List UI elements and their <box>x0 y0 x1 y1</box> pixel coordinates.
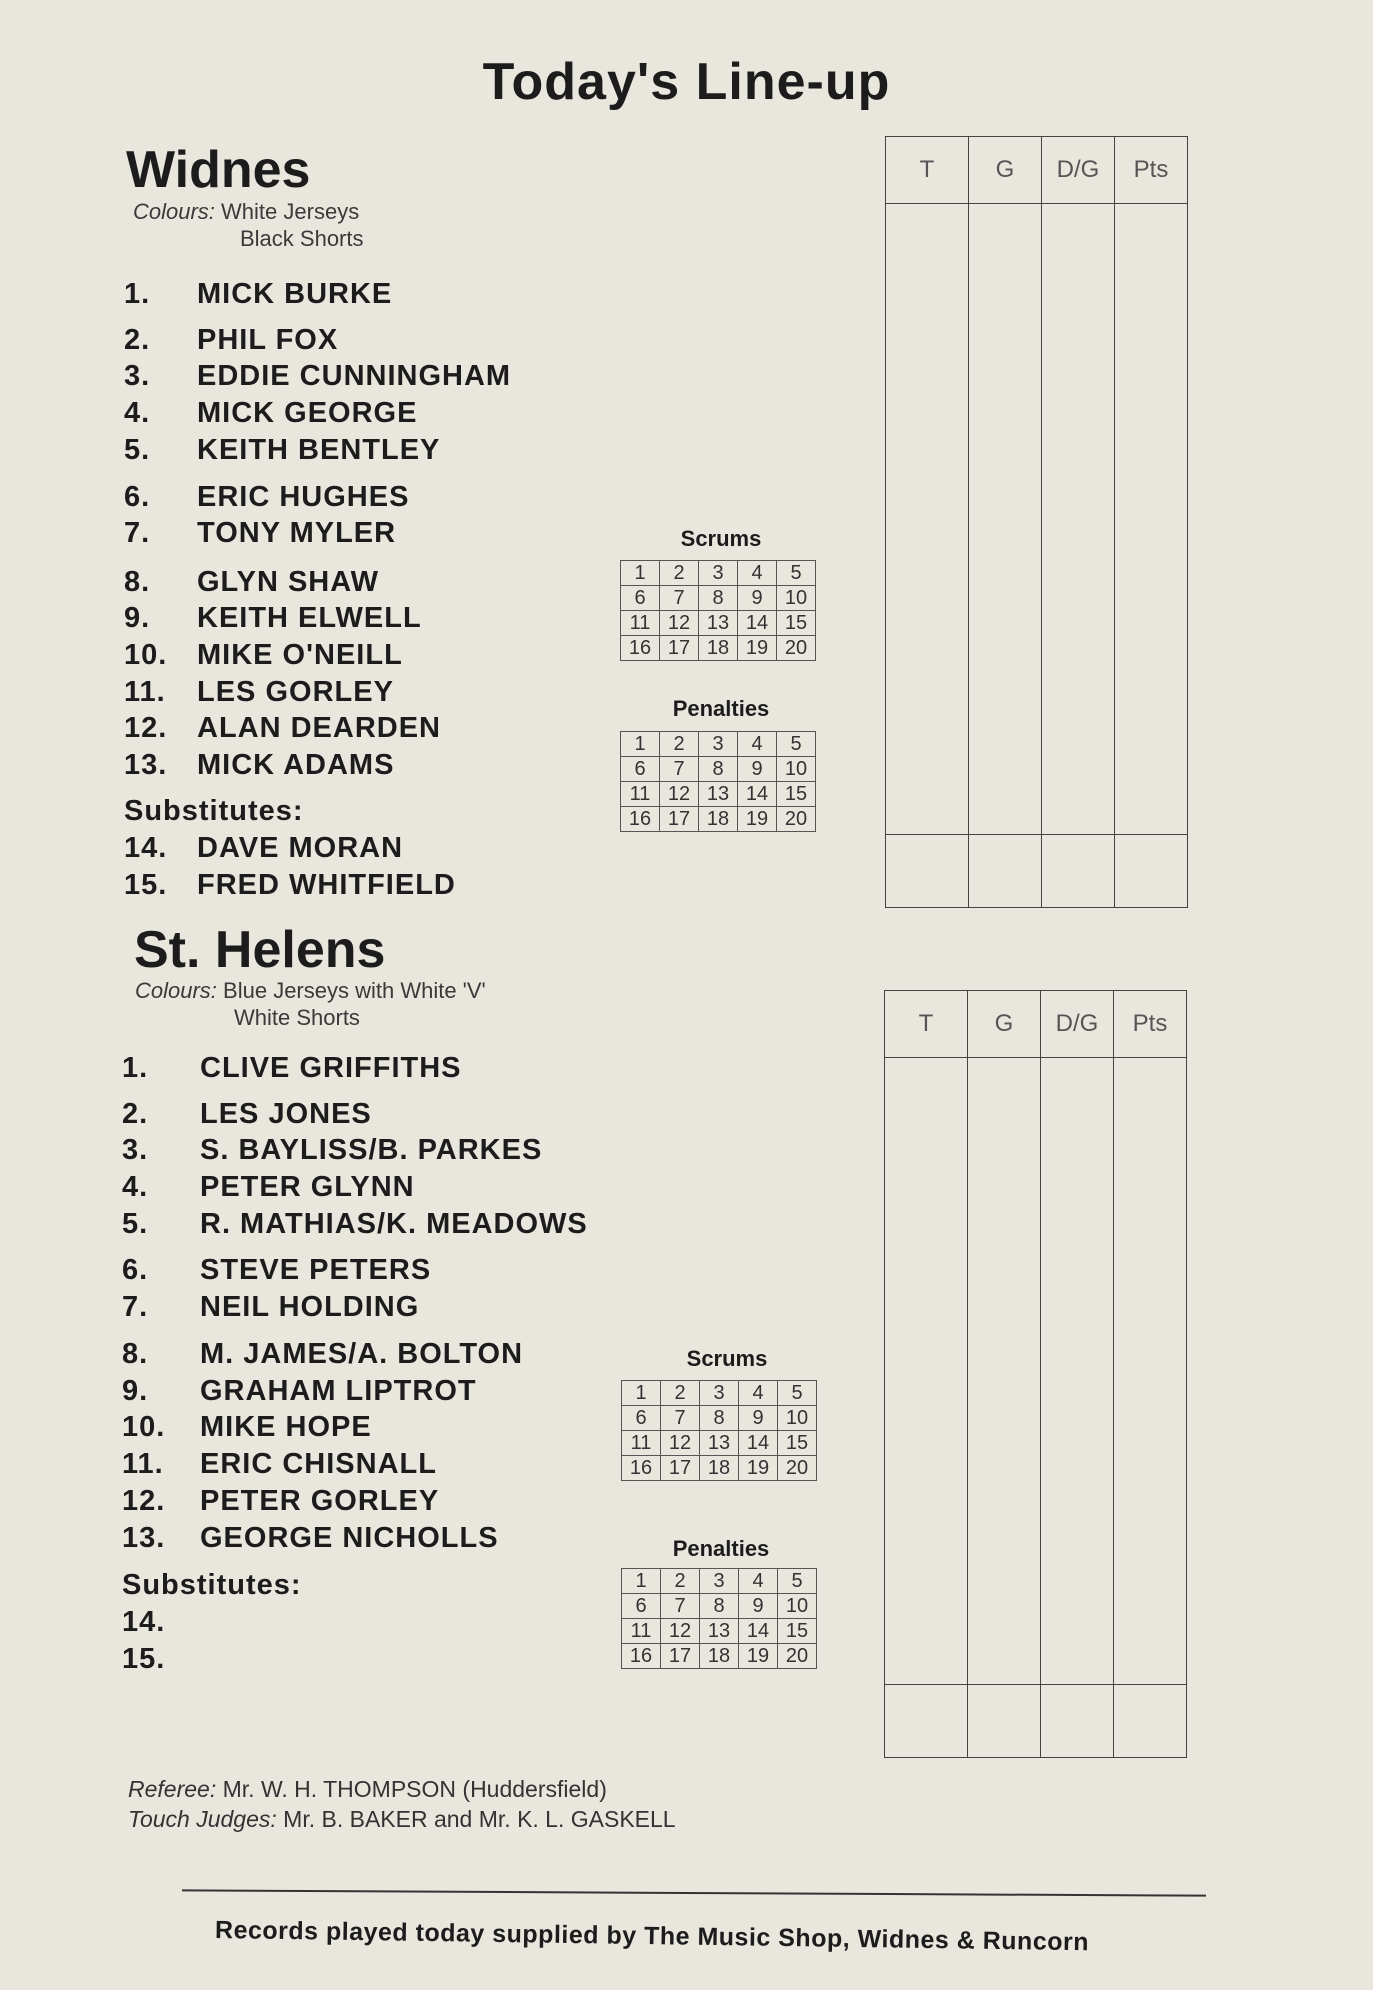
tally-cell: 6 <box>621 757 660 782</box>
tally-row <box>622 1619 817 1644</box>
tally-cell: 19 <box>739 1456 778 1481</box>
tally-cell: 12 <box>660 611 699 636</box>
away-colours <box>135 977 486 1031</box>
player-number: 4. <box>124 397 151 429</box>
player-number: 1. <box>122 1052 149 1084</box>
player-number: 9. <box>122 1375 149 1407</box>
tally-cell: 2 <box>660 561 699 586</box>
score-header: D/G <box>1041 991 1114 1058</box>
player-name: CLIVE GRIFFITHS <box>200 1052 462 1084</box>
tally-cell: 7 <box>660 586 699 611</box>
player-name: GLYN SHAW <box>197 566 379 598</box>
player-number: 3. <box>124 360 151 392</box>
away-penalties-grid <box>621 1568 817 1669</box>
tally-cell: 20 <box>777 807 816 832</box>
tally-cell: 20 <box>777 636 816 661</box>
home-scrums-label: Scrums <box>680 526 762 551</box>
player-name: S. BAYLISS/B. PARKES <box>200 1134 543 1166</box>
tally-cell: 3 <box>699 561 738 586</box>
tally-row <box>621 732 816 757</box>
player-number: 12. <box>124 712 168 744</box>
tally-cell: 3 <box>699 732 738 757</box>
score-cell[interactable] <box>969 204 1042 835</box>
tally-cell: 15 <box>777 782 816 807</box>
tally-cell: 1 <box>621 732 660 757</box>
player-row <box>124 434 441 467</box>
player-name: NEIL HOLDING <box>200 1291 420 1323</box>
score-cell[interactable] <box>886 204 969 835</box>
tally-cell: 4 <box>738 561 777 586</box>
score-cell[interactable] <box>1115 204 1188 835</box>
tally-cell: 2 <box>660 732 699 757</box>
tally-row <box>621 782 816 807</box>
tally-cell: 4 <box>738 732 777 757</box>
player-name: MIKE O'NEILL <box>197 639 403 671</box>
score-header: T <box>886 137 969 204</box>
tally-cell: 11 <box>621 611 660 636</box>
tally-cell: 8 <box>700 1406 739 1431</box>
player-row <box>124 360 512 393</box>
player-name: PETER GLYNN <box>200 1171 415 1203</box>
tally-cell: 6 <box>621 586 660 611</box>
tally-row <box>622 1594 817 1619</box>
tally-cell: 12 <box>661 1619 700 1644</box>
player-row <box>122 1411 372 1444</box>
player-number: 13. <box>124 749 168 781</box>
score-header-row <box>886 137 1188 204</box>
score-header: G <box>969 137 1042 204</box>
score-cell[interactable] <box>969 835 1042 908</box>
tally-cell: 5 <box>777 561 816 586</box>
tally-cell: 15 <box>778 1619 817 1644</box>
touch-judges-line <box>128 1806 676 1833</box>
tally-cell: 5 <box>778 1569 817 1594</box>
player-name: PETER GORLEY <box>200 1485 440 1517</box>
tally-cell: 6 <box>622 1406 661 1431</box>
tally-cell: 9 <box>738 586 777 611</box>
tally-cell: 1 <box>622 1569 661 1594</box>
score-entry-row <box>886 204 1188 835</box>
tally-cell: 8 <box>699 586 738 611</box>
player-name: GRAHAM LIPTROT <box>200 1375 477 1407</box>
home-colours-label: Colours: <box>133 199 215 224</box>
player-row <box>122 1291 420 1324</box>
tally-cell: 15 <box>778 1431 817 1456</box>
player-name: MICK BURKE <box>197 278 393 310</box>
player-row <box>122 1052 462 1085</box>
player-row <box>124 517 397 550</box>
tally-cell: 11 <box>622 1619 661 1644</box>
substitutes-label: Substitutes: <box>124 795 304 827</box>
substitutes-label: Substitutes: <box>122 1569 302 1601</box>
player-row <box>122 1254 432 1287</box>
tally-cell: 2 <box>661 1569 700 1594</box>
player-number: 5. <box>124 434 151 466</box>
player-name: LES GORLEY <box>197 676 394 708</box>
player-number: 11. <box>124 676 166 708</box>
touch-judges-label: Touch Judges: <box>128 1806 277 1832</box>
tally-row <box>621 807 816 832</box>
tally-cell: 10 <box>778 1594 817 1619</box>
player-number: 10. <box>124 639 168 671</box>
player-number: 1. <box>124 278 151 310</box>
score-cell[interactable] <box>1114 1685 1187 1758</box>
score-cell[interactable] <box>968 1685 1041 1758</box>
tally-cell: 20 <box>778 1456 817 1481</box>
player-name: STEVE PETERS <box>200 1254 432 1286</box>
player-name: MIKE HOPE <box>200 1411 372 1443</box>
player-row <box>122 1338 524 1371</box>
player-row <box>124 397 418 430</box>
player-name: TONY MYLER <box>197 517 397 549</box>
tally-cell: 9 <box>739 1406 778 1431</box>
player-row <box>122 1522 499 1555</box>
score-cell[interactable] <box>1042 835 1115 908</box>
player-number: 8. <box>124 566 151 598</box>
tally-row <box>621 561 816 586</box>
player-row <box>124 481 410 514</box>
referee-name: Mr. W. H. THOMPSON (Huddersfield) <box>222 1776 607 1802</box>
tally-cell: 13 <box>700 1619 739 1644</box>
player-name: M. JAMES/A. BOLTON <box>200 1338 524 1370</box>
away-penalties-label: Penalties <box>672 1536 770 1561</box>
tally-cell: 17 <box>661 1456 700 1481</box>
player-number: 6. <box>122 1254 149 1286</box>
tally-cell: 8 <box>700 1594 739 1619</box>
referee-line <box>128 1776 607 1803</box>
player-number: 9. <box>124 602 151 634</box>
tally-cell: 13 <box>699 782 738 807</box>
tally-cell: 11 <box>621 782 660 807</box>
tally-cell: 16 <box>622 1644 661 1669</box>
tally-cell: 3 <box>700 1381 739 1406</box>
tally-cell: 14 <box>739 1431 778 1456</box>
score-total-row <box>886 835 1188 908</box>
score-header: G <box>968 991 1041 1058</box>
tally-cell: 19 <box>738 807 777 832</box>
tally-row <box>622 1569 817 1594</box>
tally-cell: 18 <box>699 807 738 832</box>
tally-row <box>621 636 816 661</box>
player-name: KEITH BENTLEY <box>197 434 441 466</box>
player-row <box>122 1208 588 1241</box>
tally-cell: 13 <box>700 1431 739 1456</box>
tally-cell: 9 <box>739 1594 778 1619</box>
tally-cell: 4 <box>739 1381 778 1406</box>
player-name: LES JONES <box>200 1098 372 1130</box>
footer-credit: Records played today supplied by The Music Shop, Widnes & Runcorn <box>214 1916 1090 1957</box>
player-number: 4. <box>122 1171 149 1203</box>
away-colours-label: Colours: <box>135 978 217 1003</box>
home-team-name: Widnes <box>126 141 311 199</box>
player-name: GEORGE NICHOLLS <box>200 1522 499 1554</box>
score-cell[interactable] <box>886 835 969 908</box>
tally-cell: 15 <box>777 611 816 636</box>
score-cell[interactable] <box>1041 1685 1114 1758</box>
tally-cell: 10 <box>777 757 816 782</box>
home-penalties-grid <box>620 731 816 832</box>
score-header: T <box>885 991 968 1058</box>
player-row <box>124 676 394 709</box>
tally-cell: 18 <box>700 1456 739 1481</box>
player-row <box>124 712 441 745</box>
substitute-row <box>124 869 456 902</box>
home-colours <box>133 198 364 252</box>
player-row <box>124 324 339 357</box>
player-number: 13. <box>122 1522 166 1554</box>
player-row <box>124 639 403 672</box>
player-name: R. MATHIAS/K. MEADOWS <box>200 1208 588 1240</box>
substitute-number: 14. <box>124 832 168 864</box>
tally-cell: 7 <box>661 1406 700 1431</box>
tally-cell: 20 <box>778 1644 817 1669</box>
player-number: 5. <box>122 1208 149 1240</box>
tally-cell: 7 <box>660 757 699 782</box>
tally-cell: 10 <box>777 586 816 611</box>
substitute-number: 15. <box>124 869 168 901</box>
player-name: MICK ADAMS <box>197 749 395 781</box>
tally-cell: 7 <box>661 1594 700 1619</box>
tally-cell: 14 <box>739 1619 778 1644</box>
score-header-row <box>885 991 1187 1058</box>
substitute-row <box>124 832 404 865</box>
score-cell[interactable] <box>1042 204 1115 835</box>
home-penalties-label: Penalties <box>672 696 770 721</box>
player-number: 7. <box>122 1291 149 1323</box>
tally-cell: 16 <box>621 807 660 832</box>
player-row <box>122 1098 372 1131</box>
player-name: ERIC CHISNALL <box>200 1448 437 1480</box>
player-number: 10. <box>122 1411 166 1443</box>
tally-row <box>621 611 816 636</box>
tally-cell: 5 <box>778 1381 817 1406</box>
tally-cell: 16 <box>621 636 660 661</box>
score-header: Pts <box>1114 991 1187 1058</box>
substitute-number: 15. <box>122 1643 166 1675</box>
player-number: 11. <box>122 1448 164 1480</box>
score-cell[interactable] <box>1114 1058 1187 1685</box>
tally-cell: 16 <box>622 1456 661 1481</box>
tally-cell: 12 <box>660 782 699 807</box>
tally-cell: 3 <box>700 1569 739 1594</box>
player-name: PHIL FOX <box>197 324 339 356</box>
home-colours-line2: Black Shorts <box>240 226 364 251</box>
score-cell[interactable] <box>1041 1058 1114 1685</box>
player-name: EDDIE CUNNINGHAM <box>197 360 512 392</box>
tally-cell: 1 <box>621 561 660 586</box>
player-row <box>124 602 422 635</box>
score-total-row <box>885 1685 1187 1758</box>
player-row <box>122 1134 543 1167</box>
tally-row <box>621 586 816 611</box>
player-number: 2. <box>122 1098 149 1130</box>
tally-cell: 9 <box>738 757 777 782</box>
tally-cell: 19 <box>738 636 777 661</box>
home-scrums-grid <box>620 560 816 661</box>
tally-row <box>622 1644 817 1669</box>
player-name: MICK GEORGE <box>197 397 418 429</box>
footer-divider <box>182 1889 1206 1896</box>
score-cell[interactable] <box>885 1685 968 1758</box>
score-cell[interactable] <box>968 1058 1041 1685</box>
substitute-number: 14. <box>122 1606 166 1638</box>
player-number: 8. <box>122 1338 149 1370</box>
player-name: ERIC HUGHES <box>197 481 410 513</box>
player-row <box>122 1448 437 1481</box>
tally-cell: 10 <box>778 1406 817 1431</box>
tally-cell: 4 <box>739 1569 778 1594</box>
touch-judges-names: Mr. B. BAKER and Mr. K. L. GASKELL <box>283 1806 676 1832</box>
score-cell[interactable] <box>1115 835 1188 908</box>
substitute-name: DAVE MORAN <box>197 832 404 864</box>
score-header: D/G <box>1042 137 1115 204</box>
player-name: KEITH ELWELL <box>197 602 422 634</box>
tally-cell: 17 <box>661 1644 700 1669</box>
tally-cell: 17 <box>660 636 699 661</box>
tally-cell: 18 <box>700 1644 739 1669</box>
tally-row <box>621 757 816 782</box>
tally-cell: 13 <box>699 611 738 636</box>
tally-cell: 12 <box>661 1431 700 1456</box>
player-row <box>122 1171 415 1204</box>
player-row <box>124 749 395 782</box>
tally-row <box>622 1456 817 1481</box>
score-header: Pts <box>1115 137 1188 204</box>
tally-cell: 8 <box>699 757 738 782</box>
home-colours-line1: White Jerseys <box>221 199 360 224</box>
away-score-table <box>884 990 1187 1758</box>
player-number: 3. <box>122 1134 149 1166</box>
score-cell[interactable] <box>885 1058 968 1685</box>
away-scrums-label: Scrums <box>686 1346 768 1371</box>
tally-cell: 11 <box>622 1431 661 1456</box>
tally-cell: 1 <box>622 1381 661 1406</box>
tally-cell: 6 <box>622 1594 661 1619</box>
player-number: 2. <box>124 324 151 356</box>
tally-cell: 14 <box>738 611 777 636</box>
tally-cell: 14 <box>738 782 777 807</box>
away-colours-line2: White Shorts <box>234 1005 360 1030</box>
player-number: 7. <box>124 517 151 549</box>
referee-label: Referee: <box>128 1776 217 1802</box>
player-name: ALAN DEARDEN <box>197 712 441 744</box>
player-row <box>122 1485 440 1518</box>
away-scrums-grid <box>621 1380 817 1481</box>
player-row <box>124 278 393 311</box>
tally-cell: 5 <box>777 732 816 757</box>
away-team-name: St. Helens <box>134 921 386 979</box>
tally-cell: 2 <box>661 1381 700 1406</box>
tally-cell: 19 <box>739 1644 778 1669</box>
tally-row <box>622 1406 817 1431</box>
player-number: 6. <box>124 481 151 513</box>
substitute-name: FRED WHITFIELD <box>197 869 456 901</box>
player-row <box>122 1375 477 1408</box>
tally-row <box>622 1431 817 1456</box>
player-number: 12. <box>122 1485 166 1517</box>
player-row <box>124 566 379 599</box>
tally-cell: 17 <box>660 807 699 832</box>
tally-row <box>622 1381 817 1406</box>
home-score-table <box>885 136 1188 908</box>
tally-cell: 18 <box>699 636 738 661</box>
page-title: Today's Line-up <box>482 53 891 111</box>
score-entry-row <box>885 1058 1187 1685</box>
away-colours-line1: Blue Jerseys with White 'V' <box>223 978 486 1003</box>
